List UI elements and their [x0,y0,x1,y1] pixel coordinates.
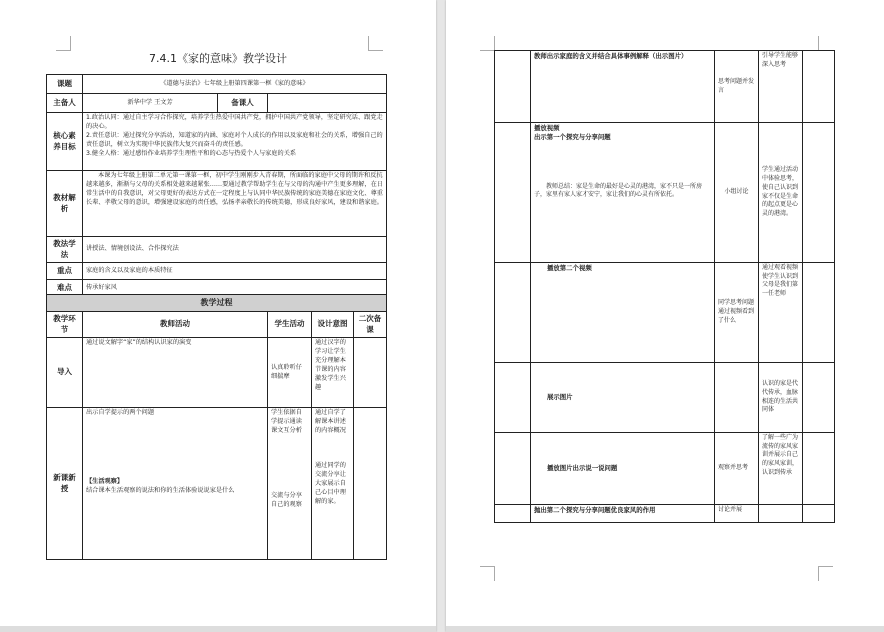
p2-row2-summary: 教师总结：家是生命的最好是心灵的港湾，家不只是一所房子，家里有家人家才安宁，家让我们的心灵有所依托。 [534,182,703,199]
topic-label: 课题 [47,75,83,94]
p2-row2-heading: 播放视频 [534,124,560,132]
author-value: 新华中学 王文芳 [83,94,218,113]
key-value: 家庭的含义以及家庭的本质特征 [83,263,387,280]
core-item: 3.健全人格：通过感悟作业培养学生理性平和的心态与热爱个人与家庭的关系 [86,149,297,157]
p2-stage [495,433,531,505]
crop-mark [56,36,71,51]
difficulty-value: 传承好家风 [83,280,387,297]
new-student-text2: 交流与分享自己的观察 [271,491,302,508]
p2-stage [495,363,531,433]
p2-stage [495,263,531,363]
crop-mark [368,36,383,51]
p2-row2-teacher [531,123,715,263]
p2-stage [495,51,531,123]
core-content [83,113,387,171]
document-page-1 [0,0,436,632]
key-label: 重点 [47,263,83,280]
new-teacher [83,408,268,560]
intro-second [354,338,387,408]
p2-stage [495,123,531,263]
p2-row3-teacher: 播放第二个视频 [531,263,715,363]
p2-row5-intent: 了解一些广为流传的家风家训并展示自己的家风家训，认识到传承 [759,433,803,505]
p2-row3-student: 同学思考问题通过视频看到了什么 [715,263,759,363]
p2-row3-second [803,263,835,363]
analysis-label: 教材解析 [47,171,83,237]
intro-student: 认真聆听仔细揣摩 [268,338,312,408]
header-teacher: 教师活动 [83,312,268,338]
crop-mark [818,566,833,581]
header-intent: 设计意图 [312,312,354,338]
info-table [46,74,387,297]
core-item: 1.政治认同：通过自主学习合作探究，培养学生热爱中国共产党，拥护中国共产党领导，坚定研究话、跟党走的决心。 [86,114,383,130]
new-student-text: 学生依据自学提示通读课文互分析 [271,409,302,434]
header-student: 学生活动 [268,312,312,338]
p2-row6-teacher: 抛出第二个探究与分享问题优良家风的作用 [531,505,715,523]
intro-intent: 通过汉字的学习让学生充分理解本节课的内容激发学生兴趣 [312,338,354,408]
p2-row6-student: 讨论并展 [715,505,759,523]
new-second [354,408,387,560]
analysis-value: 本课为七年级上册第二单元第一课第一框，初中学生刚刚步入青春期，所面临的家庭中父母的期许和反抗越来越多，渐渐与父母的关系相处越来越紧张……要通过教学帮助学生在与父母的沟通中产生更多理解，在日常生活中的自我意识，对父母更好的表达方式在一定程度上与认同中华民族传统的家庭美德在家庭文化、尊重长辈、孝敬父母的意识，增强建设家庭的责任感，弘扬孝亲敬长的传统美德，形成良好家风，建设和谐家庭。 [83,171,387,237]
p2-row4-teacher: 展示图片 [531,363,715,433]
p2-row4-intent: 认识的家是代代传承，血脉相连的生活共同体 [759,363,803,433]
method-value: 讲授法、情境创设法、合作探究法 [83,237,387,263]
new-intent [312,408,354,560]
preparer-value [268,94,387,113]
topic-value: 《道德与法治》七年级上册第四课第一框《家的意味》 [83,75,387,94]
new-student [268,408,312,560]
stage-intro: 导入 [47,338,83,408]
p2-row5-second [803,433,835,505]
p2-row3-intent: 通过观看视频使学生认识到父母是我们第一任老师 [759,263,803,363]
p2-row2-student: 小组讨论 [715,123,759,263]
process-table-continued [494,50,835,523]
crop-mark [480,566,495,581]
new-teacher-heading: 【生活观察】 [86,477,124,485]
p2-stage [495,505,531,523]
header-stage: 教学环节 [47,312,83,338]
new-teacher-text: 出示自学提示的两个问题 [86,409,155,416]
author-label: 主备人 [47,94,83,113]
stage-new: 新课新授 [47,408,83,560]
core-item: 2.责任意识：通过探究分享活动，知道家的内涵、家庭对个人成长的作用以及家庭和社会的关系，增强自己的责任意识，树立为实现中华民族伟大复兴而奋斗的责任感。 [86,131,383,148]
horizontal-scrollbar[interactable] [446,626,884,632]
p2-row5-teacher: 播放图片出示说一说问题 [531,433,715,505]
preparer-label: 备课人 [218,94,268,113]
p2-row2-intent: 学生通过活动中体验思考，使自己认识到家不仅是生命的起点更是心灵的港湾。 [759,123,803,263]
intro-teacher: 通过说文解字“家”的结构认识家的演变 [83,338,268,408]
p2-row5-student: 观察并思考 [715,433,759,505]
horizontal-scrollbar[interactable] [0,626,436,632]
p2-row2-heading2: 出示第一个探究与分享问题 [534,133,611,142]
p2-row4-second [803,363,835,433]
method-label: 教法学法 [47,237,83,263]
document-title: 7.4.1《家的意味》教学设计 [149,52,287,65]
difficulty-label: 难点 [47,280,83,297]
p2-row1-student: 思考问题并发言 [715,51,759,123]
p2-row1-intent: 引导学生能够深入思考 [759,51,803,123]
crop-mark [818,36,833,51]
p2-row2-second [803,123,835,263]
p2-row1-teacher: 教师出示家庭的含义并结合具体事例解释（出示图片） [531,51,715,123]
crop-mark [480,36,495,51]
new-teacher-text2: 结合课本生活观察的说法和你的生活体验说说家是什么 [86,486,235,494]
new-intent-text: 通过自学了解课本讲述的内容概况 [315,409,346,434]
core-label: 核心素养目标 [47,113,83,171]
p2-row6-intent [759,505,803,523]
p2-row1-second [803,51,835,123]
process-table [46,294,387,560]
header-second: 二次备课 [354,312,387,338]
process-title: 教学过程 [47,295,387,312]
p2-row6-second [803,505,835,523]
p2-row4-student [715,363,759,433]
new-intent-text2: 通过同学的交流分享让大家展示自己心目中理解的家。 [315,461,346,505]
document-page-2 [446,0,884,632]
